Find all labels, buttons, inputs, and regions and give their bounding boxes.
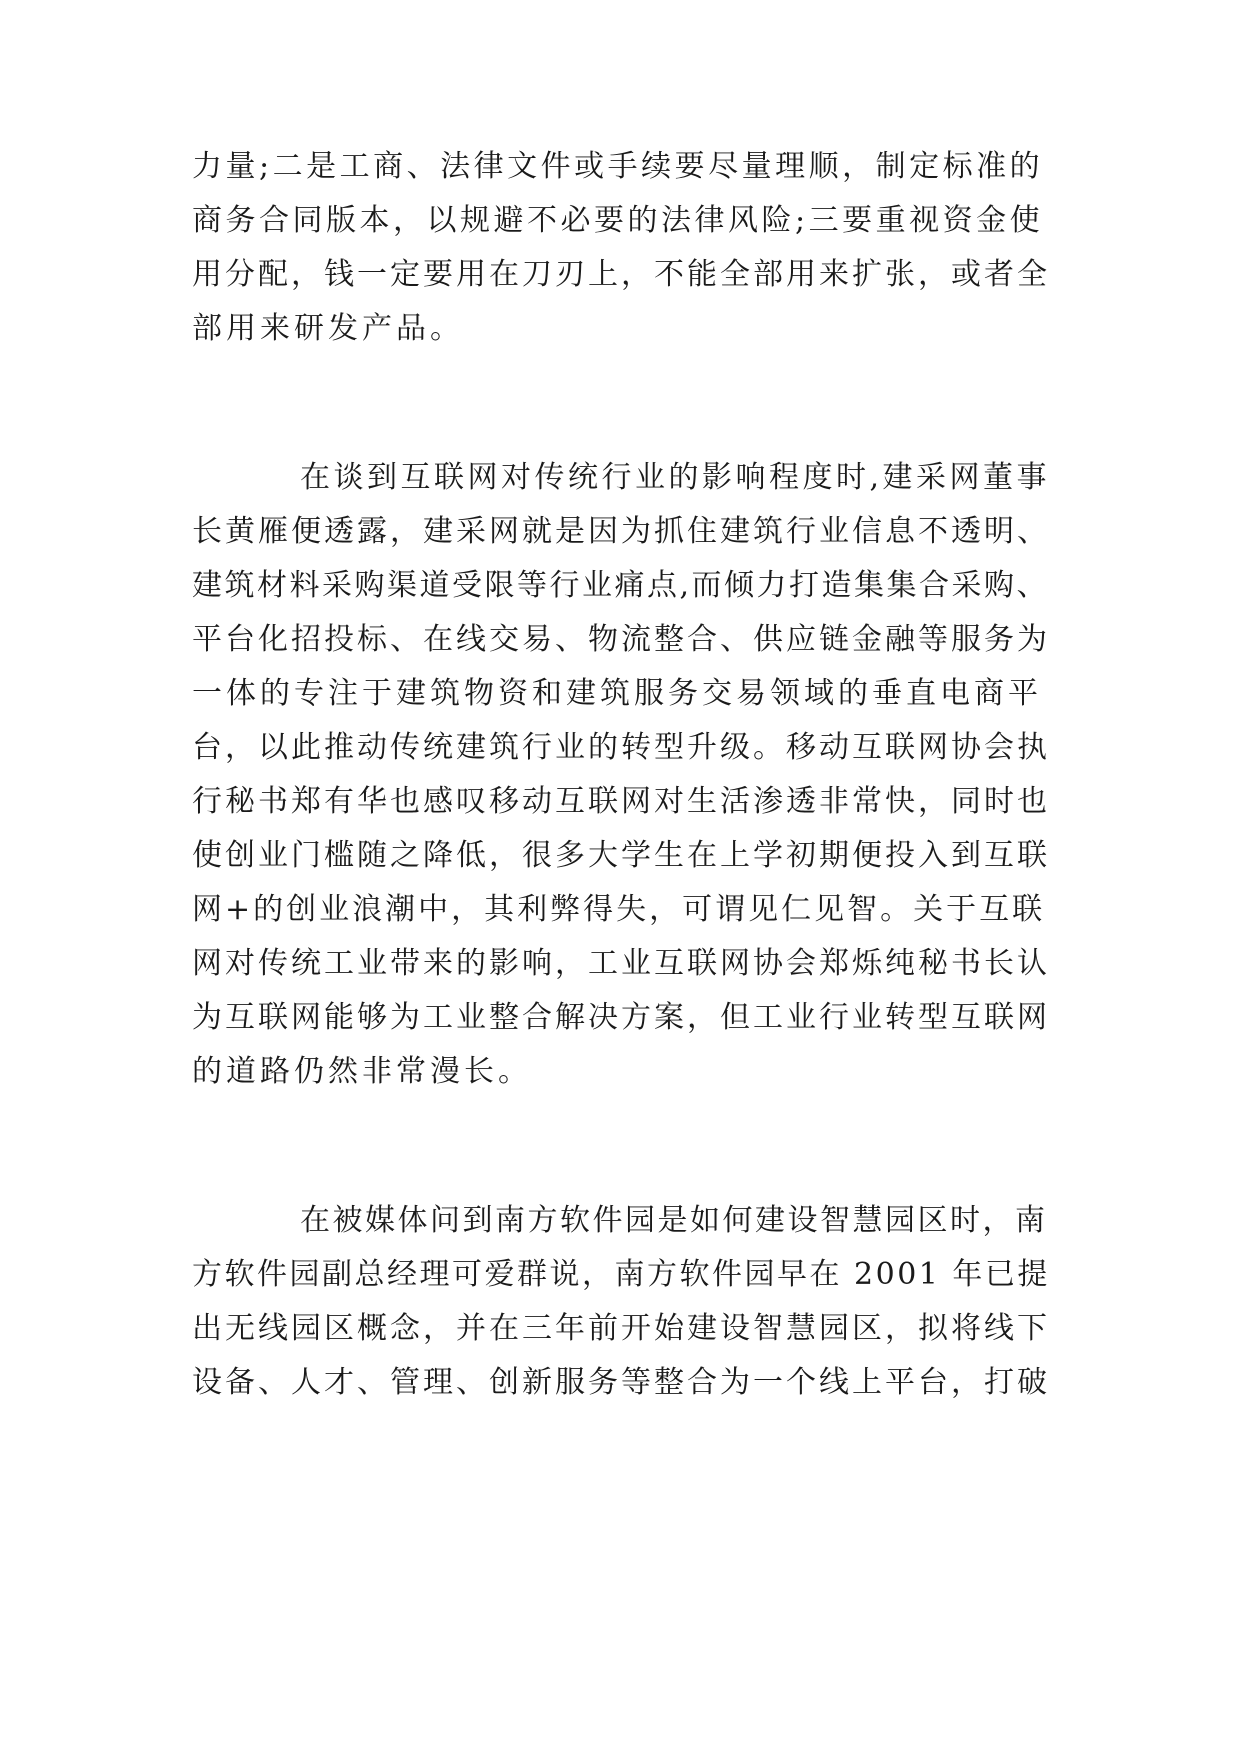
paragraph-line: 部用来研发产品。 [192, 311, 464, 346]
paragraph-line: 网+的创业浪潮中，其利弊得失，可谓见仁见智。关于互联 [192, 892, 1046, 927]
paragraph-line: 在被媒体问到南方软件园是如何建设智慧园区时，南 [300, 1203, 1048, 1238]
paragraph-line: 设备、人才、管理、创新服务等整合为一个线上平台，打破 [192, 1365, 1050, 1400]
paragraph-line: 力量;二是工商、法律文件或手续要尽量理顺，制定标准的 [192, 149, 1044, 184]
paragraph-line: 为互联网能够为工业整合解决方案，但工业行业转型互联网 [192, 1000, 1050, 1035]
paragraph-line: 商务合同版本，以规避不必要的法律风险;三要重视资金使 [192, 203, 1044, 238]
paragraph-line: 使创业门槛随之降低，很多大学生在上学初期便投入到互联 [192, 838, 1050, 873]
paragraph-line: 方软件园副总经理可爱群说，南方软件园早在 2001 年已提 [192, 1257, 1050, 1292]
paragraph-line: 用分配，钱一定要用在刀刃上，不能全部用来扩张，或者全 [192, 257, 1050, 292]
paragraph-line: 建筑材料采购渠道受限等行业痛点,而倾力打造集集合采购、 [192, 568, 1050, 603]
paragraph-line: 出无线园区概念，并在三年前开始建设智慧园区，拟将线下 [192, 1311, 1050, 1346]
paragraph-line: 长黄雁便透露，建采网就是因为抓住建筑行业信息不透明、 [192, 514, 1050, 549]
paragraph-line: 一体的专注于建筑物资和建筑服务交易领域的垂直电商平 [192, 676, 1042, 711]
paragraph-line: 平台化招投标、在线交易、物流整合、供应链金融等服务为 [192, 622, 1050, 657]
paragraph-line: 行秘书郑有华也感叹移动互联网对生活渗透非常快，同时也 [192, 784, 1050, 819]
paragraph-line: 的道路仍然非常漫长。 [192, 1054, 532, 1089]
paragraph-line: 网对传统工业带来的影响，工业互联网协会郑烁纯秘书长认 [192, 946, 1050, 981]
paragraph-line: 在谈到互联网对传统行业的影响程度时,建采网董事 [300, 460, 1051, 495]
paragraph-line: 台，以此推动传统建筑行业的转型升级。移动互联网协会执 [192, 730, 1050, 765]
